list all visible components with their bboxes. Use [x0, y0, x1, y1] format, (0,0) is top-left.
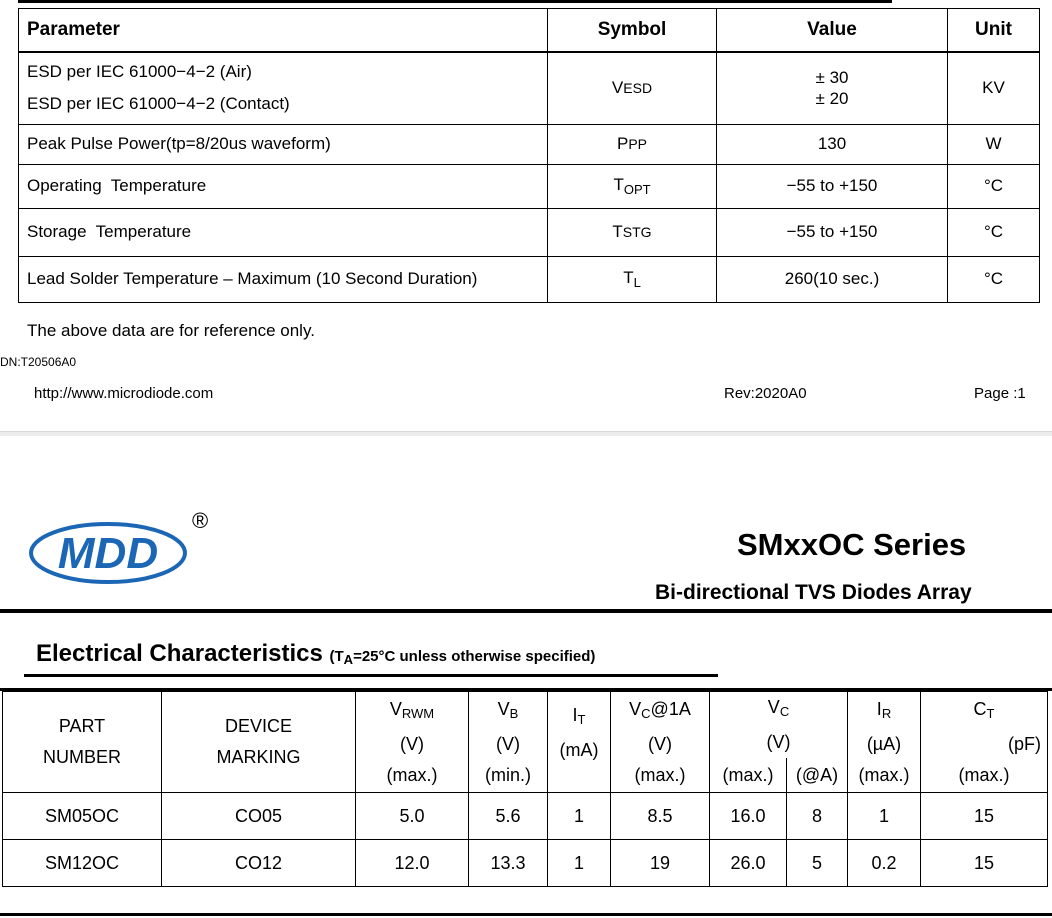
unit-cell: °C: [948, 164, 1040, 208]
table-row: [19, 124, 1040, 164]
header-vrwm: $V_{RWM}$ (V) (max.): [356, 692, 469, 793]
table-row: [3, 840, 1048, 887]
it-cell: 1: [548, 793, 611, 840]
parameter-cell: Peak Pulse Power(tp=8/20us waveform): [19, 124, 548, 164]
unit-cell: KV: [948, 52, 1040, 124]
vb-cell: 13.3: [469, 840, 548, 887]
marking-cell: CO05: [162, 793, 356, 840]
value-cell: −55 to +150: [717, 208, 948, 256]
vrwm-cell: 12.0: [356, 840, 469, 887]
parameter-line: ESD per IEC 61000−4−2 (Air): [27, 62, 252, 82]
header-it: $I_T$ (mA): [548, 692, 611, 793]
vrwm-cell: 5.0: [356, 793, 469, 840]
header-vb: $V_B$ (V) (min.): [469, 692, 548, 793]
header-unit: Unit: [948, 9, 1040, 53]
reference-note: The above data are for reference only.: [27, 321, 315, 340]
table-row: [19, 256, 1040, 302]
parameter-line: ESD per IEC 61000−4−2 (Contact): [27, 94, 290, 114]
header-ct: $C_T$ (pF) (max.): [921, 692, 1048, 793]
value-cell: ± 30 ± 20: [717, 52, 948, 124]
header-value: Value: [717, 9, 948, 53]
table-bottom-rule: [0, 913, 1052, 916]
header-vc-max: (max.): [710, 758, 787, 793]
header-device-marking: DEVICE MARKING: [162, 692, 356, 793]
vb-cell: 5.6: [469, 793, 548, 840]
ct-cell: 15: [921, 840, 1048, 887]
symbol-cell: $T_{OPT}$: [548, 164, 717, 208]
symbol-cell: $T_L$: [548, 256, 717, 302]
symbol-cell: TSTG: [548, 208, 717, 256]
footer-revision: Rev:2020A0: [724, 385, 807, 402]
value-cell: 130: [717, 124, 948, 164]
value-cell: 260(10 sec.): [717, 256, 948, 302]
marking-cell: CO12: [162, 840, 356, 887]
table-row: [19, 52, 1040, 124]
part-number-cell: SM12OC: [3, 840, 162, 887]
footer-url-link[interactable]: http://www.microdiode.com: [34, 385, 214, 402]
table-row: [19, 164, 1040, 208]
header-vc-at: (@A): [787, 758, 848, 793]
symbol-cell: VESD: [548, 52, 717, 124]
header-vc-at-1a: $V_C@1A$ (V) (max.): [611, 692, 710, 793]
header-symbol: Symbol: [548, 9, 717, 53]
table-row: [19, 208, 1040, 256]
ir-cell: 1: [848, 793, 921, 840]
vc-1a-cell: 8.5: [611, 793, 710, 840]
vc-1a-cell: 19: [611, 840, 710, 887]
section-title: Electrical Characteristics ($T_A=25^\circ C$ unless otherwise specified): [36, 640, 596, 667]
unit-cell: W: [948, 124, 1040, 164]
symbol-cell: PPP: [548, 124, 717, 164]
vc-at-cell: 5: [787, 840, 848, 887]
series-subtitle: Bi-directional TVS Diodes Array: [655, 581, 972, 604]
unit-cell: °C: [948, 256, 1040, 302]
parameter-cell: [19, 52, 548, 124]
top-rule: [18, 0, 892, 3]
series-title: SMxxOC Series: [737, 527, 967, 562]
electrical-characteristics-table: [2, 691, 1048, 887]
header-rule: [0, 609, 1052, 613]
parameter-cell: Operating Temperature: [19, 164, 548, 208]
vc-cell: 26.0: [710, 840, 787, 887]
table-row: [3, 793, 1048, 840]
vc-cell: 16.0: [710, 793, 787, 840]
it-cell: 1: [548, 840, 611, 887]
ct-cell: 15: [921, 793, 1048, 840]
section-underline: [24, 674, 718, 677]
registered-mark: ®: [192, 508, 209, 533]
logo-text: MDD: [57, 529, 159, 578]
footer-page-number: Page :1: [974, 385, 1026, 402]
document-number: DN:T20506A0: [0, 355, 77, 369]
header-part-number: PART NUMBER: [3, 692, 162, 793]
ir-cell: 0.2: [848, 840, 921, 887]
vc-at-cell: 8: [787, 793, 848, 840]
value-cell: −55 to +150: [717, 164, 948, 208]
parameter-cell: Lead Solder Temperature – Maximum (10 Second Duration): [19, 256, 548, 302]
header-ir: $I_R$ (µA) (max.): [848, 692, 921, 793]
table-header-row: [3, 692, 1048, 759]
page-separator: [0, 431, 1052, 436]
parameter-cell: Storage Temperature: [19, 208, 548, 256]
section-condition: ($T_A=25^\circ C$ unless otherwise specified): [329, 648, 596, 667]
part-number-cell: SM05OC: [3, 793, 162, 840]
header-vc: $V_C$ (V): [710, 692, 848, 759]
maximum-ratings-table: [18, 8, 1040, 303]
table-header-row: [19, 9, 1040, 53]
unit-cell: °C: [948, 208, 1040, 256]
mdd-logo: [28, 522, 188, 584]
header-parameter: Parameter: [19, 9, 548, 53]
